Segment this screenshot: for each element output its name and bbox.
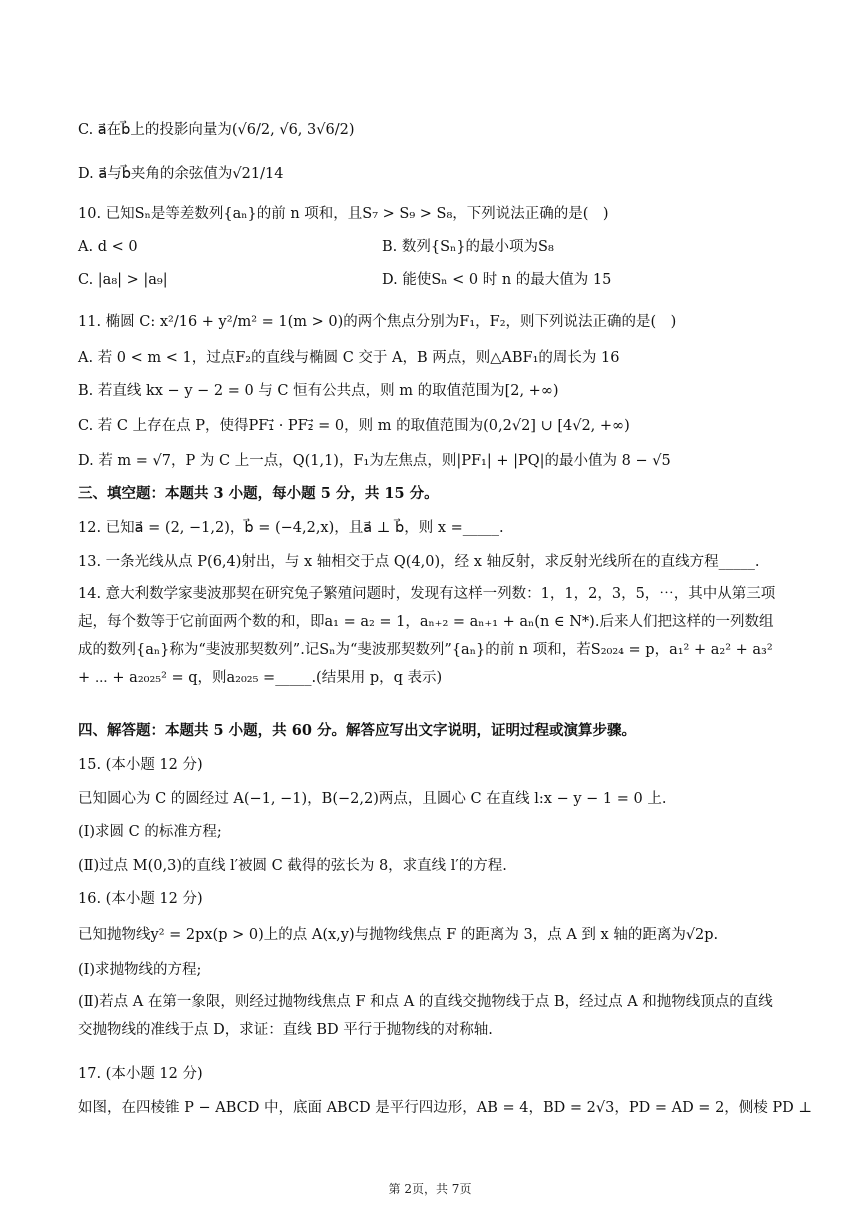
q12: 12. 已知a⃗ = (2, −1,2)，b⃗ = (−4,2,x)，且a⃗ ⊥ b⃗，则 x =_____. xyxy=(78,520,504,536)
q11-option-c: C. 若 C 上存在点 P，使得PF₁⃗ · PF₂⃗ = 0，则 m 的取值范围为(0,2√2] ∪ [4√2, +∞) xyxy=(78,418,630,434)
q16-stem: 已知抛物线y² = 2px(p > 0)上的点 A(x,y)与抛物线焦点 F 的距离为 3，点 A 到 x 轴的距离为√2p. xyxy=(78,927,719,943)
q10-option-d: D. 能使Sₙ < 0 时 n 的最大值为 15 xyxy=(382,272,612,288)
q15-stem: 已知圆心为 C 的圆经过 A(−1, −1)，B(−2,2)两点，且圆心 C 在直线 l:x − y − 1 = 0 上. xyxy=(78,791,667,807)
q10-stem: 10. 已知Sₙ是等差数列{aₙ}的前 n 项和，且S₇ > S₉ > S₈，下列说法正确的是( ) xyxy=(78,206,609,222)
q9-option-d: D. a⃗与b⃗夹角的余弦值为√21/14 xyxy=(78,166,284,182)
q15-part-2: (Ⅱ)过点 M(0,3)的直线 l′被圆 C 截得的弦长为 8，求直线 l′的方程. xyxy=(78,858,507,874)
q14: 14. 意大利数学家斐波那契在研究兔子繁殖问题时，发现有这样一列数：1，1，2，3，5，⋯，其中从第三项起，每个数等于它前面两个数的和，即a₁ = a₂ = 1，aₙ₊₂ = aₙ₊₁ + aₙ(n ∈ N*).后来人们把这样的一列数组成的数列{aₙ}称为“斐波那契数列”.记Sₙ为“斐波那契数列”{aₙ}的前 n 项和，若S₂₀₂₄ = p，a₁² + a₂² + a₃² + ⋯ + a₂₀₂₅² = q，则a₂₀₂₅ =_____.(结果用 p，q 表示) xyxy=(78,586,776,686)
q16-header: 16. (本小题 12 分) xyxy=(78,891,203,907)
q11-option-a: A. 若 0 < m < 1，过点F₂的直线与椭圆 C 交于 A，B 两点，则△ABF₁的周长为 16 xyxy=(78,350,620,366)
q15-header: 15. (本小题 12 分) xyxy=(78,757,203,773)
q11-option-d: D. 若 m = √7，P 为 C 上一点，Q(1,1)，F₁为左焦点，则|PF₁| + |PQ|的最小值为 8 − √5 xyxy=(78,453,671,469)
page-number-footer: 第 2页，共 7页 xyxy=(388,1182,472,1196)
q17-header: 17. (本小题 12 分) xyxy=(78,1066,203,1082)
q9-option-c: C. a⃗在b⃗上的投影向量为(√6/2, √6, 3√6/2) xyxy=(78,122,355,138)
q13: 13. 一条光线从点 P(6,4)射出，与 x 轴相交于点 Q(4,0)，经 x 轴反射，求反射光线所在的直线方程_____. xyxy=(78,554,760,570)
q11-option-b: B. 若直线 kx − y − 2 = 0 与 C 恒有公共点，则 m 的取值范围为[2, +∞) xyxy=(78,383,559,399)
q10-option-a: A. d < 0 xyxy=(78,239,138,255)
q16-part-2: (Ⅱ)若点 A 在第一象限，则经过抛物线焦点 F 和点 A 的直线交抛物线于点 B，经过点 A 和抛物线顶点的直线交抛物线的准线于点 D，求证：直线 BD 平行于抛物线的对称轴. xyxy=(78,994,773,1038)
q16-part-1: (Ⅰ)求抛物线的方程; xyxy=(78,962,202,978)
q17-stem: 如图，在四棱锥 P − ABCD 中，底面 ABCD 是平行四边形，AB = 4，BD = 2√3，PD = AD = 2，侧棱 PD ⊥ xyxy=(78,1100,813,1116)
section-fill-in-heading: 三、填空题：本题共 3 小题，每小题 5 分，共 15 分。 xyxy=(78,485,439,502)
q10-option-c: C. |a₈| > |a₉| xyxy=(78,272,168,288)
q10-option-b: B. 数列{Sₙ}的最小项为S₈ xyxy=(382,239,554,255)
q11-stem: 11. 椭圆 C: x²/16 + y²/m² = 1(m > 0)的两个焦点分别为F₁，F₂，则下列说法正确的是( ) xyxy=(78,314,677,330)
section-answer-heading: 四、解答题：本题共 5 小题，共 60 分。解答应写出文字说明，证明过程或演算步骤。 xyxy=(78,722,636,739)
q15-part-1: (Ⅰ)求圆 C 的标准方程; xyxy=(78,824,222,840)
